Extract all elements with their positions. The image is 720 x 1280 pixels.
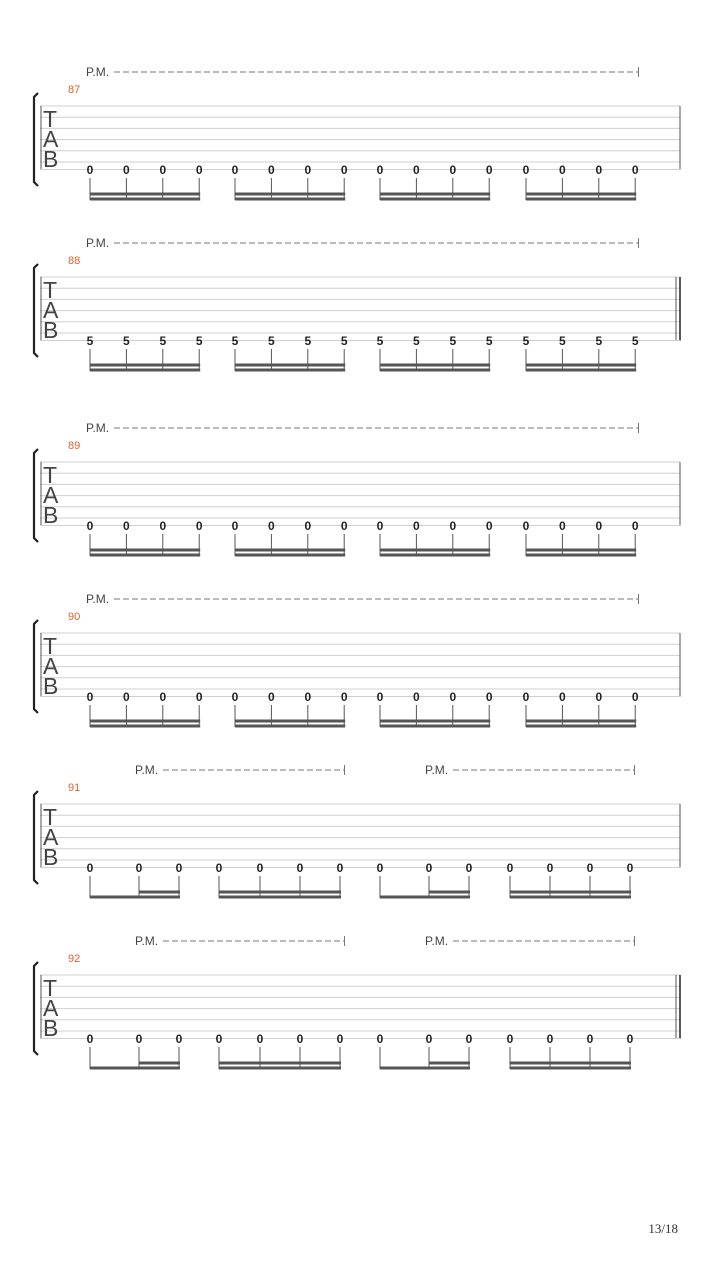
- tab-system-87: [34, 65, 680, 201]
- primary-beam: [90, 725, 200, 728]
- primary-beam: [526, 198, 636, 201]
- primary-beam: [510, 896, 631, 899]
- fret-number: 5: [522, 334, 530, 348]
- primary-beam: [90, 896, 180, 899]
- secondary-beam: [526, 193, 636, 196]
- secondary-beam: [219, 891, 341, 894]
- tab-letter: B: [43, 146, 59, 172]
- tab-letter: B: [43, 502, 59, 528]
- fret-number: 0: [256, 1032, 264, 1046]
- fret-number: 0: [159, 519, 167, 533]
- fret-number: 0: [231, 519, 239, 533]
- primary-beam: [380, 1067, 470, 1070]
- fret-number: 0: [376, 861, 384, 875]
- fret-number: 5: [195, 334, 203, 348]
- fret-number: 0: [336, 861, 344, 875]
- fret-number: 0: [559, 519, 566, 533]
- secondary-beam: [429, 1062, 470, 1065]
- secondary-beam: [235, 193, 345, 196]
- palm-mute-label: P.M.: [135, 934, 159, 948]
- fret-number: 0: [376, 690, 384, 704]
- tab-letter: B: [43, 844, 59, 870]
- primary-beam: [380, 896, 470, 899]
- fret-number: 0: [215, 861, 223, 875]
- measure-number: 92: [68, 953, 81, 965]
- fret-number: 0: [340, 519, 348, 533]
- fret-number: 0: [231, 690, 239, 704]
- fret-number: 0: [304, 519, 312, 533]
- fret-number: 0: [559, 690, 566, 704]
- secondary-beam: [380, 193, 490, 196]
- fret-number: 0: [559, 163, 566, 177]
- fret-number: 0: [86, 690, 94, 704]
- tab-letter: T: [43, 106, 58, 132]
- fret-number: 0: [195, 163, 203, 177]
- fret-number: 5: [159, 334, 167, 348]
- primary-beam: [380, 198, 490, 201]
- secondary-beam: [90, 193, 200, 196]
- fret-number: 0: [449, 690, 457, 704]
- secondary-beam: [235, 549, 345, 552]
- primary-beam: [219, 896, 341, 899]
- tab-letter: A: [43, 653, 59, 679]
- fret-number: 0: [296, 861, 304, 875]
- fret-number: 0: [522, 163, 530, 177]
- tab-letter: A: [43, 482, 59, 508]
- fret-number: 0: [304, 690, 312, 704]
- fret-number: 0: [485, 163, 493, 177]
- primary-beam: [526, 554, 636, 557]
- tab-letter: T: [43, 462, 58, 488]
- fret-number: 0: [175, 1032, 183, 1046]
- fret-number: 0: [465, 861, 473, 875]
- palm-mute-label: P.M.: [425, 934, 449, 948]
- primary-beam: [235, 198, 345, 201]
- fret-number: 0: [546, 1032, 554, 1046]
- tab-letter: T: [43, 975, 58, 1001]
- primary-beam: [219, 1067, 341, 1070]
- fret-number: 0: [159, 163, 167, 177]
- fret-number: 5: [376, 334, 384, 348]
- fret-number: 0: [86, 163, 94, 177]
- primary-beam: [380, 369, 490, 372]
- fret-number: 0: [340, 163, 348, 177]
- primary-beam: [235, 554, 345, 557]
- fret-number: 0: [296, 1032, 304, 1046]
- page-number: 13/18: [648, 1221, 678, 1236]
- fret-number: 5: [86, 334, 94, 348]
- fret-number: 0: [215, 1032, 223, 1046]
- secondary-beam: [235, 720, 345, 723]
- fret-number: 0: [413, 690, 420, 704]
- fret-number: 5: [449, 334, 457, 348]
- tab-letter: B: [43, 1015, 59, 1041]
- fret-number: 0: [626, 1032, 634, 1046]
- fret-number: 0: [465, 1032, 473, 1046]
- fret-number: 0: [631, 690, 639, 704]
- fret-number: 0: [546, 861, 554, 875]
- fret-number: 0: [413, 163, 420, 177]
- fret-number: 5: [123, 334, 130, 348]
- palm-mute-label: P.M.: [86, 65, 110, 79]
- secondary-beam: [90, 720, 200, 723]
- fret-number: 0: [522, 519, 530, 533]
- fret-number: 5: [340, 334, 348, 348]
- fret-number: 0: [336, 1032, 344, 1046]
- palm-mute-label: P.M.: [86, 236, 110, 250]
- tab-system-88: [34, 236, 680, 372]
- fret-number: 0: [376, 519, 384, 533]
- primary-beam: [90, 369, 200, 372]
- fret-number: 0: [485, 519, 493, 533]
- fret-number: 0: [268, 690, 275, 704]
- fret-number: 0: [506, 861, 514, 875]
- fret-number: 0: [425, 861, 433, 875]
- fret-number: 0: [135, 861, 143, 875]
- fret-number: 0: [425, 1032, 433, 1046]
- fret-number: 0: [175, 861, 183, 875]
- measure-number: 88: [68, 255, 81, 267]
- primary-beam: [526, 369, 636, 372]
- palm-mute-label: P.M.: [86, 421, 110, 435]
- secondary-beam: [526, 364, 636, 367]
- fret-number: 0: [195, 519, 203, 533]
- tab-letter: T: [43, 804, 58, 830]
- palm-mute-label: P.M.: [86, 592, 110, 606]
- primary-beam: [380, 554, 490, 557]
- fret-number: 0: [626, 861, 634, 875]
- fret-number: 0: [506, 1032, 514, 1046]
- fret-number: 0: [231, 163, 239, 177]
- fret-number: 0: [586, 861, 594, 875]
- fret-number: 5: [231, 334, 239, 348]
- primary-beam: [380, 725, 490, 728]
- primary-beam: [235, 725, 345, 728]
- system-bracket: [34, 962, 38, 1055]
- fret-number: 5: [304, 334, 312, 348]
- fret-number: 5: [268, 334, 275, 348]
- fret-number: 0: [135, 1032, 143, 1046]
- fret-number: 0: [195, 690, 203, 704]
- fret-number: 0: [595, 163, 603, 177]
- secondary-beam: [526, 720, 636, 723]
- system-bracket: [34, 449, 38, 542]
- tab-system-92: [34, 934, 680, 1070]
- system-bracket: [34, 620, 38, 713]
- measure-number: 89: [68, 440, 81, 452]
- tab-letter: T: [43, 633, 58, 659]
- fret-number: 0: [256, 861, 264, 875]
- fret-number: 0: [413, 519, 420, 533]
- fret-number: 0: [376, 163, 384, 177]
- fret-number: 0: [268, 163, 275, 177]
- system-bracket: [34, 93, 38, 186]
- primary-beam: [526, 725, 636, 728]
- secondary-beam: [139, 891, 180, 894]
- secondary-beam: [510, 891, 631, 894]
- secondary-beam: [219, 1062, 341, 1065]
- measure-number: 87: [68, 84, 81, 96]
- system-bracket: [34, 264, 38, 357]
- palm-mute-label: P.M.: [425, 763, 449, 777]
- fret-number: 0: [304, 163, 312, 177]
- fret-number: 5: [595, 334, 603, 348]
- fret-number: 0: [159, 690, 167, 704]
- secondary-beam: [380, 549, 490, 552]
- secondary-beam: [510, 1062, 631, 1065]
- fret-number: 0: [485, 690, 493, 704]
- tab-system-90: [34, 592, 680, 728]
- fret-number: 5: [559, 334, 566, 348]
- tab-letter: A: [43, 126, 59, 152]
- tab-letter: A: [43, 995, 59, 1021]
- measure-number: 90: [68, 611, 81, 623]
- secondary-beam: [90, 364, 200, 367]
- tab-letter: B: [43, 673, 59, 699]
- fret-number: 0: [123, 519, 130, 533]
- secondary-beam: [380, 720, 490, 723]
- fret-number: 0: [376, 1032, 384, 1046]
- fret-number: 0: [586, 1032, 594, 1046]
- secondary-beam: [380, 364, 490, 367]
- fret-number: 5: [485, 334, 493, 348]
- fret-number: 0: [123, 690, 130, 704]
- secondary-beam: [429, 891, 470, 894]
- fret-number: 0: [123, 163, 130, 177]
- palm-mute-label: P.M.: [135, 763, 159, 777]
- fret-number: 0: [86, 861, 94, 875]
- secondary-beam: [90, 549, 200, 552]
- secondary-beam: [526, 549, 636, 552]
- fret-number: 0: [449, 163, 457, 177]
- tab-system-91: [34, 763, 680, 899]
- tab-letter: A: [43, 824, 59, 850]
- fret-number: 0: [631, 163, 639, 177]
- fret-number: 0: [595, 519, 603, 533]
- primary-beam: [235, 369, 345, 372]
- fret-number: 0: [595, 690, 603, 704]
- fret-number: 0: [340, 690, 348, 704]
- primary-beam: [90, 1067, 180, 1070]
- secondary-beam: [139, 1062, 180, 1065]
- fret-number: 0: [631, 519, 639, 533]
- fret-number: 0: [522, 690, 530, 704]
- primary-beam: [90, 554, 200, 557]
- fret-number: 5: [631, 334, 639, 348]
- tab-letter: A: [43, 297, 59, 323]
- fret-number: 0: [86, 1032, 94, 1046]
- fret-number: 0: [86, 519, 94, 533]
- tab-letter: T: [43, 277, 58, 303]
- fret-number: 5: [413, 334, 420, 348]
- system-bracket: [34, 791, 38, 884]
- fret-number: 0: [268, 519, 275, 533]
- measure-number: 91: [68, 782, 81, 794]
- secondary-beam: [235, 364, 345, 367]
- tab-letter: B: [43, 317, 59, 343]
- primary-beam: [510, 1067, 631, 1070]
- fret-number: 0: [449, 519, 457, 533]
- tab-system-89: [34, 421, 680, 557]
- primary-beam: [90, 198, 200, 201]
